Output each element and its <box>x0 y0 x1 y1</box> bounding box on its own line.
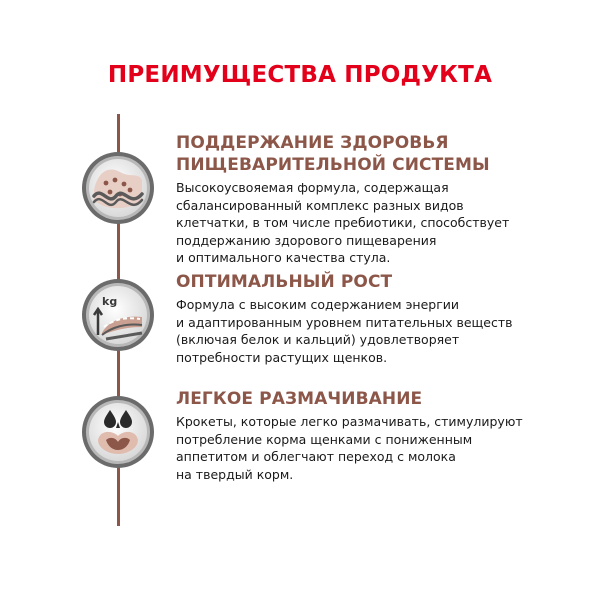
feature-description: Крокеты, которые легко размачивать, стимулируют потребление корма щенками с пониженным аппетитом и облегчают переход с молока на твердый корм. <box>176 414 523 482</box>
page-title: ПРЕИМУЩЕСТВА ПРОДУКТА <box>107 62 493 88</box>
rehydration-drops-icon <box>80 394 156 470</box>
digestive-health-icon <box>80 150 156 226</box>
feature-description: Высокоусвояемая формула, содержащая сбалансированный комплекс разных видов клетчатки, в том числе пребиотики, способствует поддержанию здорового пищеварения и оптимального качества стула. <box>176 180 510 265</box>
feature-title: ПОДДЕРЖАНИЕ ЗДОРОВЬЯ ПИЩЕВАРИТЕЛЬНОЙ СИСТЕМЫ <box>176 133 490 175</box>
feature-title: ОПТИМАЛЬНЫЙ РОСТ <box>176 272 393 292</box>
feature-title: ЛЕГКОЕ РАЗМАЧИВАНИЕ <box>176 389 423 409</box>
feature-description: Формула с высоким содержанием энергии и адаптированным уровнем питательных веществ (включая белок и кальций) удовлетворяет потребности растущих щенков. <box>176 297 513 365</box>
feature-optimal-growth <box>176 271 536 366</box>
growth-scale-icon <box>80 277 156 353</box>
feature-easy-soaking <box>176 388 536 483</box>
kg-label: kg <box>102 295 118 308</box>
feature-digestive-health <box>176 132 536 267</box>
